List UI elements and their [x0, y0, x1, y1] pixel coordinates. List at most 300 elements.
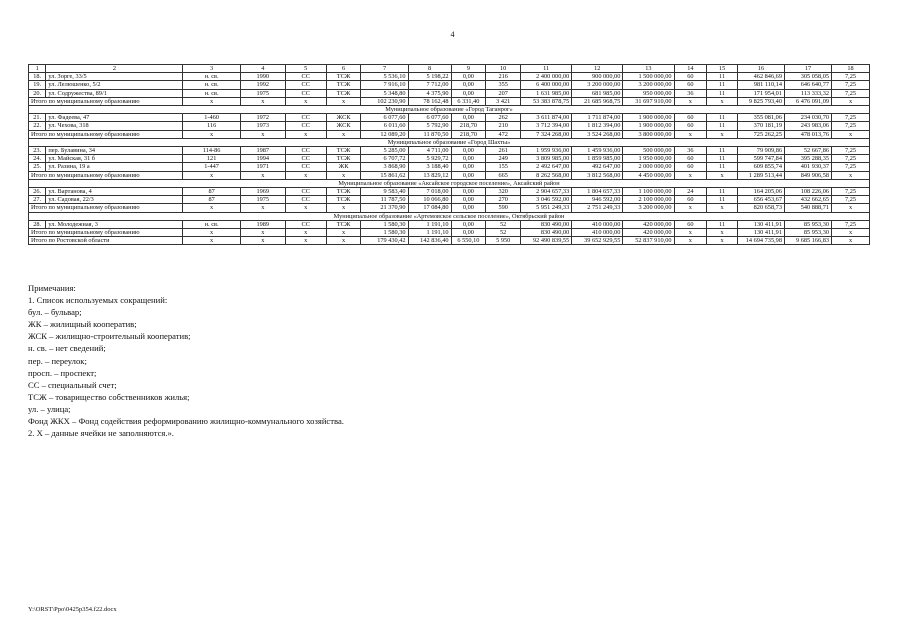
- table-cell: СС: [285, 220, 326, 228]
- table-cell: 1975: [240, 196, 285, 204]
- table-cell: 5 950: [486, 237, 521, 245]
- table-cell: ул. Зорге, 33/5: [46, 73, 183, 81]
- table-cell: ул. Молодежная, 3: [46, 220, 183, 228]
- table-cell: 395 288,35: [784, 155, 831, 163]
- table-row: [29, 196, 870, 204]
- note-line: бул. – бульвар;: [28, 307, 82, 318]
- table-cell: 15: [707, 65, 738, 73]
- table-cell: 540 888,71: [784, 204, 831, 212]
- table-cell: 52 667,86: [784, 147, 831, 155]
- table-cell: 21 370,90: [361, 204, 408, 212]
- table-cell: 500 000,00: [623, 147, 674, 155]
- table-cell: 7,25: [832, 163, 870, 171]
- table-cell: 7,25: [832, 147, 870, 155]
- table-cell: 11: [707, 155, 738, 163]
- table-cell: 1 812 394,00: [572, 122, 623, 130]
- table-cell: ЖК: [326, 163, 361, 171]
- table-cell: 3 524 268,00: [572, 130, 623, 138]
- table-cell: СС: [285, 147, 326, 155]
- table-cell: 130 411,91: [737, 220, 784, 228]
- table-cell: 2 904 657,33: [521, 188, 572, 196]
- table-cell: ТСЖ: [326, 188, 361, 196]
- table-cell: 6 476 091,09: [784, 97, 831, 105]
- table-cell: 9 583,40: [361, 188, 408, 196]
- table-cell: 36: [674, 147, 707, 155]
- table-cell: 11 787,50: [361, 196, 408, 204]
- table-cell: 18.: [29, 73, 46, 81]
- table-cell: 0,00: [451, 81, 486, 89]
- table-cell: 10: [486, 65, 521, 73]
- table-cell: 1 191,10: [408, 220, 451, 228]
- table-cell: н. св.: [183, 73, 240, 81]
- table-cell: х: [326, 204, 361, 212]
- table-cell: 7,25: [832, 220, 870, 228]
- table-cell: 85 953,30: [784, 229, 831, 237]
- table-cell: х: [285, 204, 326, 212]
- table-cell: 1 711 874,00: [572, 114, 623, 122]
- table-cell: 1 100 000,00: [623, 188, 674, 196]
- table-cell: СС: [285, 196, 326, 204]
- table-cell: 7,25: [832, 155, 870, 163]
- table-cell: 6 011,60: [361, 122, 408, 130]
- note-line: ЖК – жилищный кооператив;: [28, 319, 137, 330]
- table-cell: ул. Разина, 19 а: [46, 163, 183, 171]
- table-cell: 3 188,40: [408, 163, 451, 171]
- table-cell: х: [326, 130, 361, 138]
- table-cell: ул. Фадеева, 47: [46, 114, 183, 122]
- table-cell: ул. Майская, 31 б: [46, 155, 183, 163]
- table-cell: 1-447: [183, 163, 240, 171]
- table-cell: 1987: [240, 147, 285, 155]
- table-cell: х: [674, 130, 707, 138]
- table-cell: х: [707, 237, 738, 245]
- table-cell: 3 868,90: [361, 163, 408, 171]
- table-cell: 2 000 000,00: [623, 163, 674, 171]
- table-cell: 11: [707, 73, 738, 81]
- table-cell: н. св.: [183, 89, 240, 97]
- table-cell: 3 200 000,00: [623, 204, 674, 212]
- table-header-row: [29, 65, 870, 73]
- table-cell: Итого по муниципальному образованию: [29, 130, 183, 138]
- table-cell: х: [183, 204, 240, 212]
- table-cell: 218,70: [451, 122, 486, 130]
- note-line: пер. – переулок;: [28, 355, 87, 366]
- table-row: [29, 147, 870, 155]
- table-total-row: [29, 130, 870, 138]
- table-cell: 4 450 000,00: [623, 171, 674, 179]
- table-cell: 26.: [29, 188, 46, 196]
- table-cell: х: [285, 237, 326, 245]
- table-cell: 1990: [240, 73, 285, 81]
- table-total-row: [29, 204, 870, 212]
- table-cell: 11: [707, 196, 738, 204]
- table-cell: 1969: [240, 188, 285, 196]
- table-cell: х: [707, 97, 738, 105]
- table-cell: 681 985,00: [572, 89, 623, 97]
- file-path: Y:\ORST\Ppo\0425p354.f22.docx: [28, 606, 117, 613]
- table-cell: 60: [674, 163, 707, 171]
- table-cell: 0,00: [451, 196, 486, 204]
- table-cell: 1 289 513,44: [737, 171, 784, 179]
- table-cell: Итого по муниципальному образованию: [29, 171, 183, 179]
- table-cell: 0,00: [451, 229, 486, 237]
- table-cell: 92 490 839,55: [521, 237, 572, 245]
- table-cell: 6 707,72: [361, 155, 408, 163]
- table-cell: 6 550,10: [451, 237, 486, 245]
- table-cell: 87: [183, 188, 240, 196]
- table-cell: 5: [285, 65, 326, 73]
- table-cell: 7,25: [832, 73, 870, 81]
- table-cell: 210: [486, 122, 521, 130]
- table-cell: 1 631 985,00: [521, 89, 572, 97]
- table-cell: 18: [832, 65, 870, 73]
- table-cell: 24.: [29, 155, 46, 163]
- table-cell: СС: [285, 89, 326, 97]
- table-cell: х: [183, 171, 240, 179]
- table-cell: ТСЖ: [326, 81, 361, 89]
- table-cell: 2 400 000,00: [521, 73, 572, 81]
- table-total-row: [29, 171, 870, 179]
- table-cell: СС: [285, 73, 326, 81]
- table-cell: 355 081,06: [737, 114, 784, 122]
- table-total-row: [29, 229, 870, 237]
- table-cell: 87: [183, 196, 240, 204]
- table-cell: СС: [285, 188, 326, 196]
- table-cell: 3 809 985,00: [521, 155, 572, 163]
- table-cell: 11 870,50: [408, 130, 451, 138]
- table-row: [29, 73, 870, 81]
- table-cell: 1972: [240, 114, 285, 122]
- table-cell: ЖСК: [326, 114, 361, 122]
- table-cell: х: [832, 97, 870, 105]
- table-cell: 13: [623, 65, 674, 73]
- table-cell: 27.: [29, 196, 46, 204]
- table-cell: 1 500 000,00: [623, 73, 674, 81]
- table-row: [29, 163, 870, 171]
- table-cell: 3 200 000,00: [572, 81, 623, 89]
- table-cell: 60: [674, 155, 707, 163]
- table-cell: х: [285, 97, 326, 105]
- table-cell: 179 430,42: [361, 237, 408, 245]
- table-cell: ТСЖ: [326, 73, 361, 81]
- table-cell: х: [707, 130, 738, 138]
- table-cell: Итого по муниципальному образованию: [29, 97, 183, 105]
- table-row: [29, 114, 870, 122]
- table-cell: 3 800 000,00: [623, 130, 674, 138]
- table-cell: 7: [361, 65, 408, 73]
- table-cell: 14: [674, 65, 707, 73]
- table-cell: ул. Садовая, 22/3: [46, 196, 183, 204]
- table-cell: 11: [707, 114, 738, 122]
- table-cell: 0,00: [451, 204, 486, 212]
- table-cell: 462 846,69: [737, 73, 784, 81]
- table-total-row: [29, 97, 870, 105]
- table-cell: 1994: [240, 155, 285, 163]
- table-cell: ЖСК: [326, 122, 361, 130]
- table-cell: х: [326, 97, 361, 105]
- table-cell: 23.: [29, 147, 46, 155]
- table-cell: 1973: [240, 122, 285, 130]
- table-cell: 7 712,00: [408, 81, 451, 89]
- table-cell: 11: [707, 188, 738, 196]
- table-cell: 0,00: [451, 163, 486, 171]
- table-cell: 60: [674, 220, 707, 228]
- table-cell: 14 694 735,98: [737, 237, 784, 245]
- table-cell: ТСЖ: [326, 196, 361, 204]
- table-row: [29, 188, 870, 196]
- table-cell: 0,00: [451, 89, 486, 97]
- table-cell: 401 930,37: [784, 163, 831, 171]
- table-cell: 1 191,10: [408, 229, 451, 237]
- data-table: [28, 64, 870, 245]
- table-cell: 725 262,25: [737, 130, 784, 138]
- table-cell: 609 855,74: [737, 163, 784, 171]
- table-cell: х: [674, 204, 707, 212]
- table-cell: 155: [486, 163, 521, 171]
- table-cell: н. св.: [183, 220, 240, 228]
- table-cell: 52: [486, 229, 521, 237]
- table-cell: 2: [46, 65, 183, 73]
- table-cell: 946 592,00: [572, 196, 623, 204]
- note-line: ЖСК – жилищно-строительный кооператив;: [28, 331, 191, 342]
- table-cell: 53 383 878,75: [521, 97, 572, 105]
- table-cell: 900 000,00: [572, 73, 623, 81]
- table-cell: х: [326, 229, 361, 237]
- table-cell: 60: [674, 81, 707, 89]
- table-cell: х: [183, 130, 240, 138]
- table-cell: х: [326, 237, 361, 245]
- table-cell: 52: [486, 220, 521, 228]
- table-cell: х: [240, 229, 285, 237]
- table-cell: 234 030,70: [784, 114, 831, 122]
- table-cell: х: [674, 237, 707, 245]
- table-cell: х: [832, 204, 870, 212]
- table-cell: 13 829,12: [408, 171, 451, 179]
- table-cell: 39 652 929,55: [572, 237, 623, 245]
- table-cell: 5 285,00: [361, 147, 408, 155]
- table-cell: 1 580,30: [361, 229, 408, 237]
- table-cell: 3 611 874,00: [521, 114, 572, 122]
- table-cell: 9: [451, 65, 486, 73]
- table-cell: 3 046 592,00: [521, 196, 572, 204]
- table-cell: 0,00: [451, 220, 486, 228]
- section-heading-row: [29, 212, 870, 220]
- table-cell: 11: [707, 89, 738, 97]
- table-cell: Итого по муниципальному образованию: [29, 204, 183, 212]
- table-cell: 7,25: [832, 188, 870, 196]
- table-cell: х: [240, 130, 285, 138]
- notes-heading: Примечания:: [28, 283, 76, 293]
- table-cell: 142 836,40: [408, 237, 451, 245]
- table-cell: 320: [486, 188, 521, 196]
- table-cell: 1989: [240, 220, 285, 228]
- table-cell: 7 018,00: [408, 188, 451, 196]
- table-cell: 9 685 166,83: [784, 237, 831, 245]
- table-cell: 28.: [29, 220, 46, 228]
- table-cell: 9 825 793,40: [737, 97, 784, 105]
- table-cell: 11: [707, 220, 738, 228]
- table-cell: ТСЖ: [326, 155, 361, 163]
- table-cell: 981 110,14: [737, 81, 784, 89]
- table-cell: 599 747,84: [737, 155, 784, 163]
- table-cell: СС: [285, 155, 326, 163]
- table-cell: 114-86: [183, 147, 240, 155]
- table-cell: х: [183, 97, 240, 105]
- table-cell: 171 954,01: [737, 89, 784, 97]
- table-row: [29, 81, 870, 89]
- table-cell: 21.: [29, 114, 46, 122]
- table-cell: 7,25: [832, 89, 870, 97]
- page-number: 4: [450, 30, 455, 39]
- table-cell: 820 658,73: [737, 204, 784, 212]
- table-cell: 1 950 000,00: [623, 155, 674, 163]
- table-cell: 656 453,67: [737, 196, 784, 204]
- table-cell: 420 000,00: [623, 220, 674, 228]
- table-cell: 5 929,72: [408, 155, 451, 163]
- table-cell: СС: [285, 114, 326, 122]
- table-cell: 0,00: [451, 155, 486, 163]
- table-cell: 17 084,80: [408, 204, 451, 212]
- table-cell: х: [183, 229, 240, 237]
- table-cell: 11: [707, 122, 738, 130]
- table-cell: 472: [486, 130, 521, 138]
- section-heading-row: [29, 106, 870, 114]
- table-cell: ТСЖ: [326, 147, 361, 155]
- table-cell: 1 959 936,00: [521, 147, 572, 155]
- section-heading-row: [29, 138, 870, 146]
- table-cell: 665: [486, 171, 521, 179]
- table-cell: 2 751 249,33: [572, 204, 623, 212]
- table-cell: 370 181,19: [737, 122, 784, 130]
- note-line: СС – специальный счет;: [28, 379, 117, 390]
- table-cell: х: [832, 171, 870, 179]
- table-cell: 36: [674, 89, 707, 97]
- table-cell: 4: [240, 65, 285, 73]
- table-cell: 20.: [29, 89, 46, 97]
- table-cell: ул. Содружества, 89/1: [46, 89, 183, 97]
- table-cell: ул. Чехова, 318: [46, 122, 183, 130]
- table-cell: н. св.: [183, 81, 240, 89]
- table-cell: СС: [285, 81, 326, 89]
- table-cell: х: [832, 237, 870, 245]
- table-cell: 3 200 000,00: [623, 81, 674, 89]
- table-cell: 24: [674, 188, 707, 196]
- table-cell: х: [240, 171, 285, 179]
- table-cell: Итого по Ростовской области: [29, 237, 183, 245]
- table-cell: 3 421: [486, 97, 521, 105]
- table-cell: 410 000,00: [572, 220, 623, 228]
- table-cell: 12: [572, 65, 623, 73]
- table-cell: 5 536,10: [361, 73, 408, 81]
- table-cell: х: [707, 204, 738, 212]
- table-cell: 164 205,06: [737, 188, 784, 196]
- table-cell: 130 411,91: [737, 229, 784, 237]
- section-heading: Муниципальное образование «Город Шахты»: [29, 138, 870, 146]
- table-cell: 7,25: [832, 196, 870, 204]
- table-cell: 3: [183, 65, 240, 73]
- table-cell: 207: [486, 89, 521, 97]
- table-cell: 5 198,22: [408, 73, 451, 81]
- table-cell: 270: [486, 196, 521, 204]
- section-heading-row: [29, 179, 870, 187]
- table-cell: 7,25: [832, 114, 870, 122]
- table-cell: 31 697 910,00: [623, 97, 674, 105]
- table-cell: 1971: [240, 163, 285, 171]
- table-cell: 1975: [240, 89, 285, 97]
- table-cell: х: [707, 229, 738, 237]
- table-cell: Итого по муниципальному образованию: [29, 229, 183, 237]
- table-cell: 6 077,60: [408, 114, 451, 122]
- table-cell: 1 900 000,00: [623, 122, 674, 130]
- table-cell: 1 459 936,00: [572, 147, 623, 155]
- table-cell: 113 333,32: [784, 89, 831, 97]
- table-cell: ул. Лелюшенко, 5/2: [46, 81, 183, 89]
- table-cell: 1 859 985,00: [572, 155, 623, 163]
- table-cell: 78 162,48: [408, 97, 451, 105]
- table-cell: х: [707, 171, 738, 179]
- table-cell: СС: [285, 122, 326, 130]
- table-cell: х: [240, 204, 285, 212]
- table-cell: х: [285, 229, 326, 237]
- table-cell: 849 906,58: [784, 171, 831, 179]
- notes-section: [28, 282, 344, 439]
- table-cell: 646 640,77: [784, 81, 831, 89]
- table-cell: 1 804 657,33: [572, 188, 623, 196]
- table-cell: 8: [408, 65, 451, 73]
- table-cell: 8 262 568,00: [521, 171, 572, 179]
- table-cell: 6 331,40: [451, 97, 486, 105]
- note-line: н. св. – нет сведений;: [28, 343, 106, 354]
- table-cell: 2 492 647,00: [521, 163, 572, 171]
- table-cell: 243 983,06: [784, 122, 831, 130]
- note-line: 2. Х – данные ячейки не заполняются.».: [28, 428, 174, 439]
- note-line: просп. – проспект;: [28, 367, 97, 378]
- table-cell: х: [183, 237, 240, 245]
- table-cell: 3 712 394,00: [521, 122, 572, 130]
- table-cell: СС: [285, 163, 326, 171]
- table-cell: 121: [183, 155, 240, 163]
- table-cell: 17: [784, 65, 831, 73]
- table-cell: 1 580,30: [361, 220, 408, 228]
- note-line: ТСЖ – товарищество собственников жилья;: [28, 391, 190, 402]
- table-cell: 22.: [29, 122, 46, 130]
- table-cell: ТСЖ: [326, 89, 361, 97]
- table-cell: 478 013,76: [784, 130, 831, 138]
- table-cell: 1 900 000,00: [623, 114, 674, 122]
- table-cell: 305 058,05: [784, 73, 831, 81]
- table-cell: 52 837 910,00: [623, 237, 674, 245]
- table-cell: 3 812 568,00: [572, 171, 623, 179]
- table-cell: х: [326, 171, 361, 179]
- table-cell: 432 662,65: [784, 196, 831, 204]
- table-cell: 355: [486, 81, 521, 89]
- table-cell: ул. Вартанова, 4: [46, 188, 183, 196]
- table-cell: 0,00: [451, 73, 486, 81]
- table-cell: 4 711,00: [408, 147, 451, 155]
- table-cell: 830 490,00: [521, 220, 572, 228]
- table-cell: 116: [183, 122, 240, 130]
- table-cell: 60: [674, 196, 707, 204]
- table-cell: 21 685 968,75: [572, 97, 623, 105]
- table-cell: 410 000,00: [572, 229, 623, 237]
- table-cell: х: [674, 171, 707, 179]
- table-cell: 11: [707, 147, 738, 155]
- table-cell: 0,00: [451, 188, 486, 196]
- table-cell: 830 490,00: [521, 229, 572, 237]
- section-heading: Муниципальное образование «Город Таганрог»: [29, 106, 870, 114]
- table-cell: х: [674, 229, 707, 237]
- table-cell: ТСЖ: [326, 220, 361, 228]
